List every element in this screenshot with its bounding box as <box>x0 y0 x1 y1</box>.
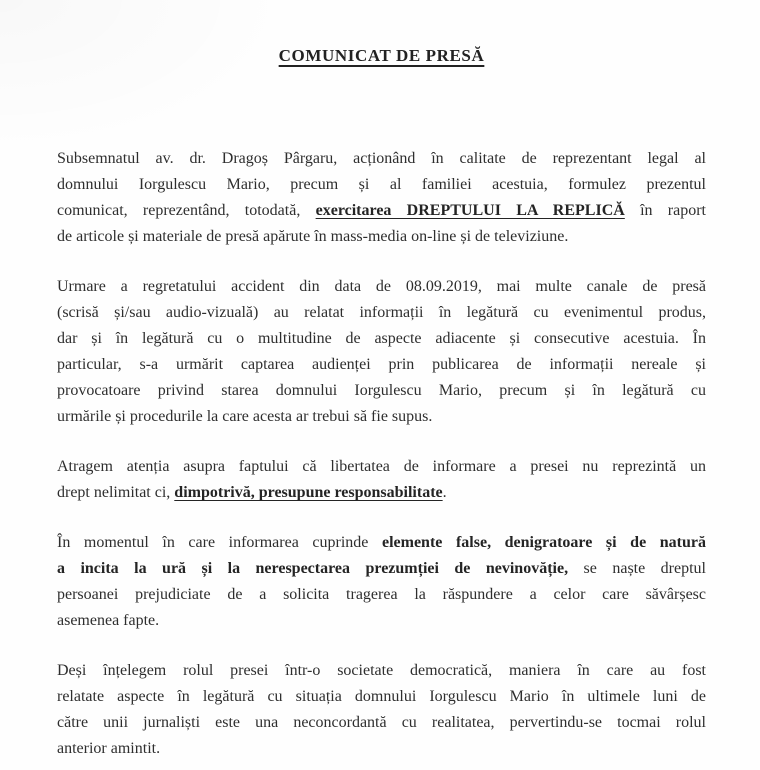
body-text: particular, s-a urmărit captarea audienței prin publicarea de informații nereale și <box>57 356 706 373</box>
body-text: domnului Iorgulescu Mario, precum și al familiei acestuia, formulez prezentul <box>57 176 706 193</box>
paragraph <box>57 454 706 506</box>
text-line <box>57 658 706 684</box>
text-line <box>57 352 706 378</box>
text-line <box>57 608 706 634</box>
body-text: în raport <box>624 202 706 219</box>
body-text: anterior amintit. <box>57 740 161 757</box>
emphasized-text: elemente false, denigratoare și de natură <box>381 534 706 551</box>
body-text: către unii jurnaliști este una neconcordantă cu realitatea, pervertindu-se tocmai rolul <box>57 714 706 731</box>
body-text: asemenea fapte. <box>57 612 160 629</box>
text-line <box>57 530 706 556</box>
body-text: Deși înțelegem rolul presei într-o societate democratică, maniera în care au fost <box>57 662 706 679</box>
body-text: comunicat, reprezentând, totodată, <box>57 202 316 219</box>
body-text: urmările și procedurile la care acesta ar trebui să fie supus. <box>57 408 433 425</box>
text-line <box>57 404 706 430</box>
paragraph <box>57 658 706 762</box>
text-line <box>57 172 706 198</box>
text-line <box>57 224 706 250</box>
emphasized-text: exercitarea DREPTULUI LA REPLICĂ <box>315 202 625 219</box>
paragraph <box>57 530 706 634</box>
text-line <box>57 480 706 506</box>
text-line <box>57 300 706 326</box>
text-line <box>57 454 706 480</box>
body-text: Atragem atenția asupra faptului că libertatea de informare a presei nu reprezintă un <box>57 458 706 475</box>
text-line <box>57 274 706 300</box>
body-text: . <box>442 484 447 501</box>
body-text: În momentul în care informarea cuprinde <box>57 534 382 551</box>
text-line <box>57 582 706 608</box>
document-title: COMUNICAT DE PRESĂ <box>278 46 485 65</box>
text-line <box>57 146 706 172</box>
emphasized-text: a incita la ură și la nerespectarea prezumției de nevinovăție, <box>57 560 569 577</box>
document-body <box>57 146 706 762</box>
emphasized-text: dimpotrivă, presupune responsabilitate <box>174 484 443 501</box>
body-text: relatate aspecte în legătură cu situația domnului Iorgulescu Mario în ultimele luni de <box>57 688 706 705</box>
body-text: persoanei prejudiciate de a solicita tragerea la răspundere a celor care săvârșesc <box>57 586 706 603</box>
paragraph <box>57 274 706 430</box>
text-line <box>57 710 706 736</box>
body-text: se naște dreptul <box>568 560 706 577</box>
text-line <box>57 198 706 224</box>
body-text: Urmare a regretatului accident din data de 08.09.2019, mai multe canale de presă <box>57 278 706 295</box>
body-text: (scrisă și/sau audio-vizuală) au relatat informații în legătură cu evenimentul produs, <box>57 304 706 321</box>
paragraph <box>57 146 706 250</box>
text-line <box>57 378 706 404</box>
text-line <box>57 684 706 710</box>
body-text: de articole și materiale de presă apărute în mass-media on-line și de televiziune. <box>57 228 569 245</box>
body-text: Subsemnatul av. dr. Dragoș Pârgaru, acționând în calitate de reprezentant legal al <box>57 150 706 167</box>
body-text: dar și în legătură cu o multitudine de aspecte adiacente și consecutive acestuia. În <box>57 330 706 347</box>
body-text: provocatoare privind starea domnului Iorgulescu Mario, precum și în legătură cu <box>57 382 706 399</box>
text-line <box>57 736 706 762</box>
text-line <box>57 326 706 352</box>
text-line <box>57 556 706 582</box>
body-text: drept nelimitat ci, <box>57 484 175 501</box>
